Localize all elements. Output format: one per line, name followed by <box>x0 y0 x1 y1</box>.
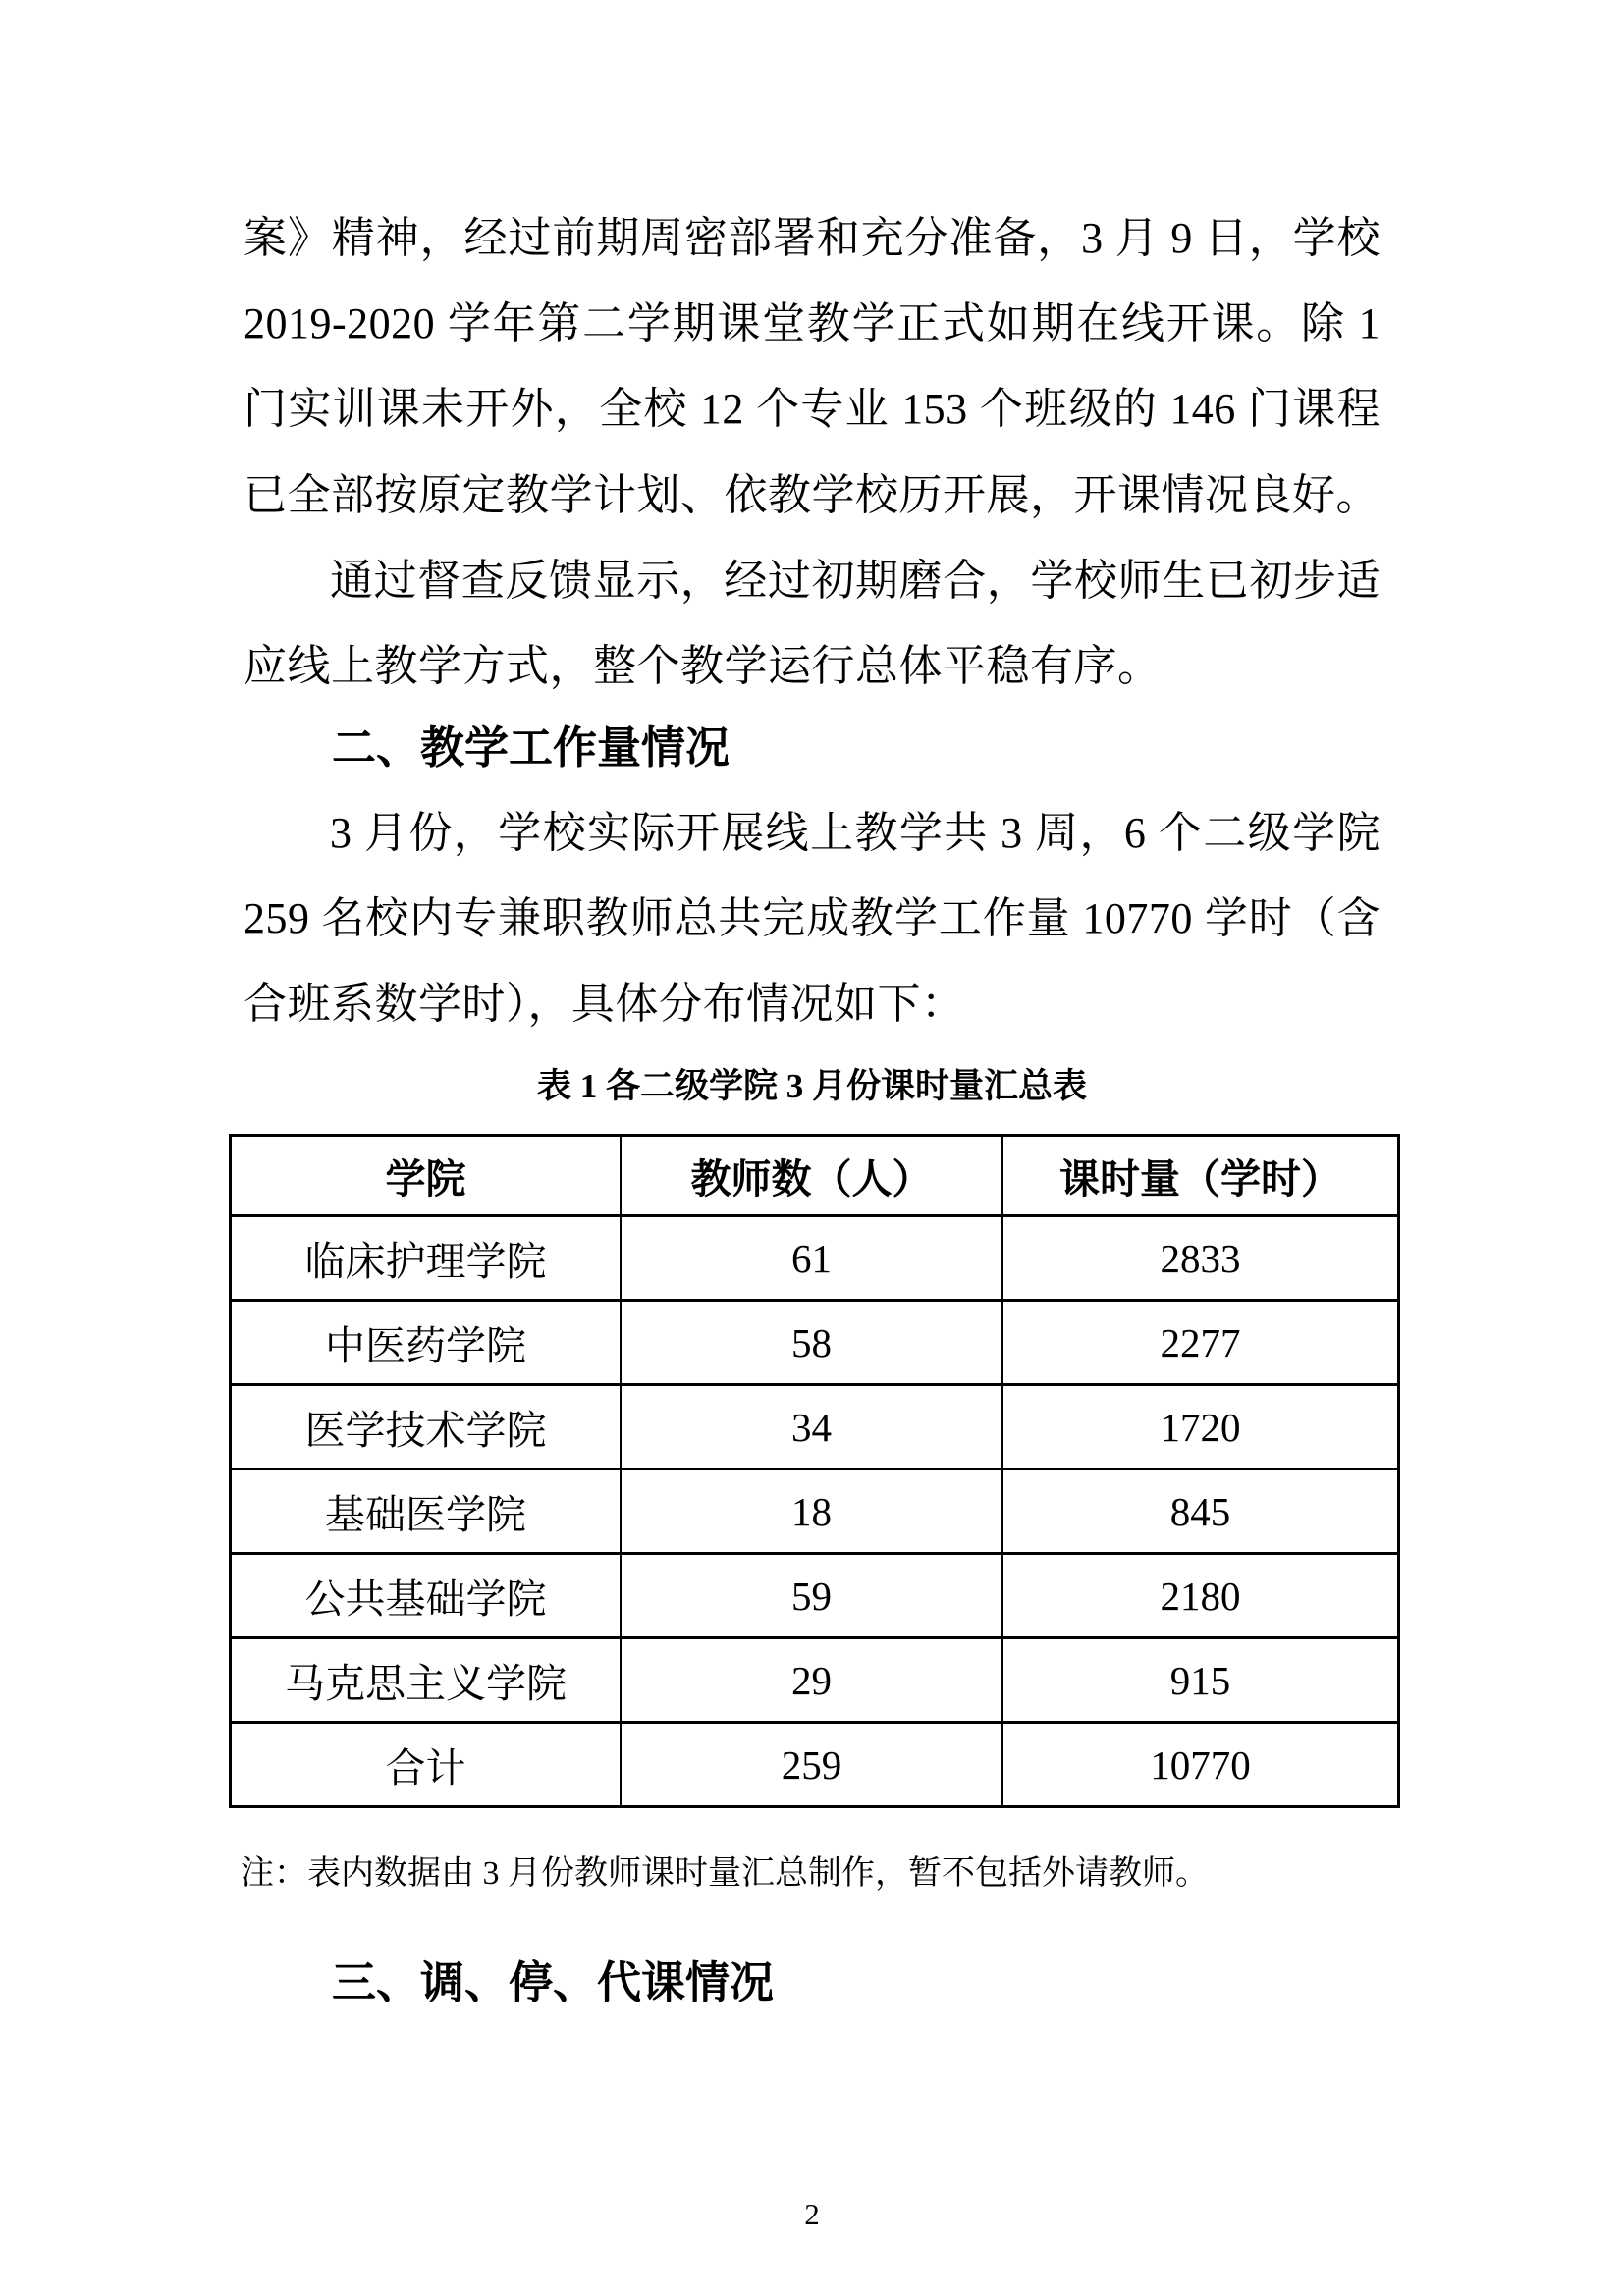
hours-cell: 1720 <box>1002 1385 1399 1469</box>
table-row <box>231 1301 1399 1385</box>
table-row <box>231 1216 1399 1301</box>
hours-cell: 845 <box>1002 1469 1399 1554</box>
college-cell: 基础医学院 <box>231 1469 622 1554</box>
hours-cell: 2277 <box>1002 1301 1399 1385</box>
table-row <box>231 1554 1399 1638</box>
table-row <box>231 1469 1399 1554</box>
teachers-cell: 29 <box>621 1638 1002 1723</box>
hours-cell: 2180 <box>1002 1554 1399 1638</box>
summary-table <box>229 1134 1400 1808</box>
hours-cell: 2833 <box>1002 1216 1399 1301</box>
body-line: 合班系数学时），具体分布情况如下： <box>244 980 965 1028</box>
body-line: 案》精神，经过前期周密部署和充分准备，3 月 9 日，学校 <box>244 214 1380 262</box>
table-note: 注：表内数据由 3 月份教师课时量汇总制作，暂不包括外请教师。 <box>241 1855 1209 1892</box>
summary-table-container <box>229 1134 1400 1808</box>
hours-cell: 10770 <box>1002 1723 1399 1807</box>
table-row-total <box>231 1723 1399 1807</box>
body-line: 2019-2020 学年第二学期课堂教学正式如期在线开课。除 1 <box>244 299 1380 347</box>
table-row <box>231 1385 1399 1469</box>
teachers-cell: 61 <box>621 1216 1002 1301</box>
college-cell: 合计 <box>231 1723 622 1807</box>
table-header-teachers: 教师数（人） <box>621 1136 1002 1216</box>
teachers-cell: 58 <box>621 1301 1002 1385</box>
table-header-hours: 课时量（学时） <box>1002 1136 1399 1216</box>
section-heading-3: 三、调、停、代课情况 <box>332 1958 775 2007</box>
body-line: 门实训课未开外，全校 12 个专业 153 个班级的 146 门课程 <box>244 385 1380 433</box>
college-cell: 公共基础学院 <box>231 1554 622 1638</box>
body-line: 通过督查反馈显示，经过初期磨合，学校师生已初步适 <box>330 557 1380 605</box>
table-header-row <box>231 1136 1399 1216</box>
college-cell: 医学技术学院 <box>231 1385 622 1469</box>
teachers-cell: 18 <box>621 1469 1002 1554</box>
body-line: 应线上教学方式，整个教学运行总体平稳有序。 <box>244 642 1162 690</box>
college-cell: 临床护理学院 <box>231 1216 622 1301</box>
teachers-cell: 259 <box>621 1723 1002 1807</box>
teachers-cell: 34 <box>621 1385 1002 1469</box>
college-cell: 中医药学院 <box>231 1301 622 1385</box>
page-number: 2 <box>804 2197 820 2231</box>
college-cell: 马克思主义学院 <box>231 1638 622 1723</box>
hours-cell: 915 <box>1002 1638 1399 1723</box>
body-line: 已全部按原定教学计划、依教学校历开展，开课情况良好。 <box>244 471 1380 519</box>
table-header-college: 学院 <box>231 1136 622 1216</box>
table-row <box>231 1638 1399 1723</box>
section-heading-2: 二、教学工作量情况 <box>332 723 731 773</box>
body-line: 3 月份，学校实际开展线上教学共 3 周，6 个二级学院 <box>330 809 1380 857</box>
body-line: 259 名校内专兼职教师总共完成教学工作量 10770 学时（含 <box>244 894 1380 942</box>
teachers-cell: 59 <box>621 1554 1002 1638</box>
table-title: 表 1 各二级学院 3 月份课时量汇总表 <box>536 1067 1087 1105</box>
